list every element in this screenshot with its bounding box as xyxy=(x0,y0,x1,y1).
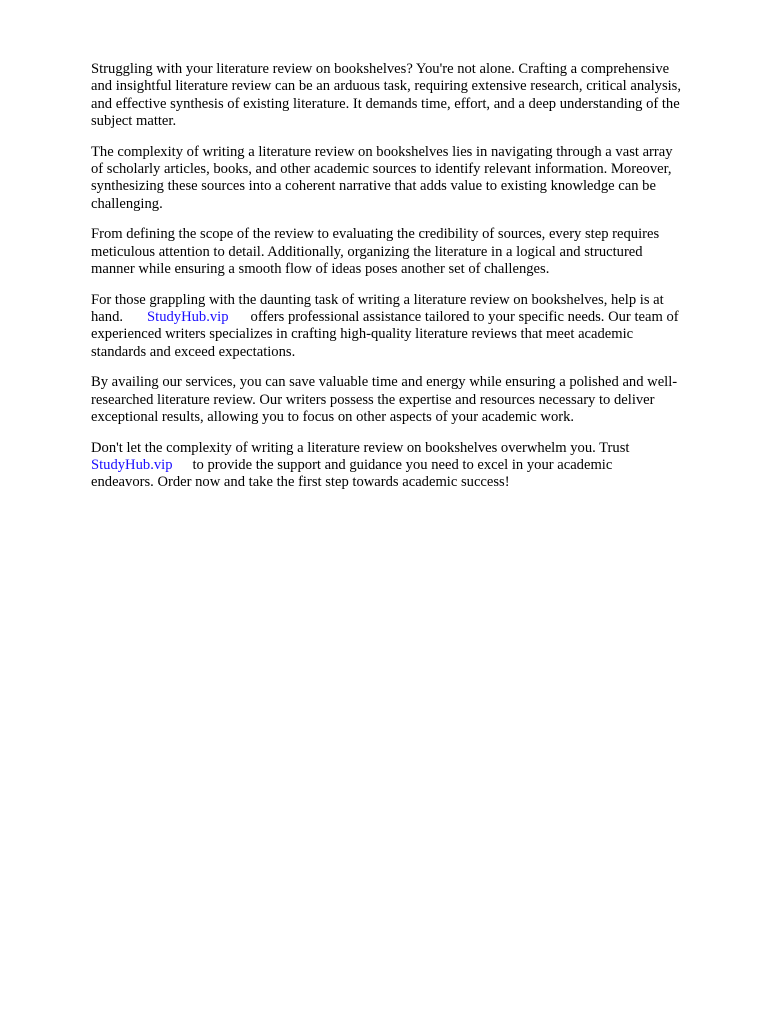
text-line: of scholarly articles, books, and other academic sources to identify relevant information. Moreover, xyxy=(91,160,672,177)
text-line: Don't let the complexity of writing a literature review on bookshelves overwhelm you. Trust xyxy=(91,439,630,456)
text-line: and insightful literature review can be an arduous task, requiring extensive research, critical analysis, xyxy=(91,78,682,95)
text-line: For those grappling with the daunting task of writing a literature review on bookshelves, help is at xyxy=(91,291,664,308)
text-line: From defining the scope of the review to evaluating the credibility of sources, every step requires xyxy=(91,226,660,243)
text-line: endeavors. Order now and take the first step towards academic success! xyxy=(91,474,510,491)
text-line-with-link xyxy=(91,457,721,474)
text-line: synthesizing these sources into a coherent narrative that adds value to existing knowledge can be xyxy=(91,178,656,195)
paragraph-services xyxy=(91,374,721,426)
paragraph-intro xyxy=(91,61,721,130)
studyhub-link[interactable]: StudyHub.vip xyxy=(91,457,173,474)
text-line: manner while ensuring a smooth flow of ideas poses another set of challenges. xyxy=(91,260,550,277)
text-line: meticulous attention to detail. Additionally, organizing the literature in a logical and structured xyxy=(91,243,643,260)
text-line: researched literature review. Our writers possess the expertise and resources necessary to deliver xyxy=(91,391,655,408)
text-fragment: to provide the support and guidance you need to excel in your academic xyxy=(192,457,613,474)
text-line: The complexity of writing a literature review on bookshelves lies in navigating through a vast array xyxy=(91,143,673,160)
paragraph-complexity xyxy=(91,144,721,213)
text-line-with-link xyxy=(91,309,721,326)
text-line: standards and exceed expectations. xyxy=(91,343,296,360)
studyhub-link[interactable]: StudyHub.vip xyxy=(147,309,229,326)
text-line: Struggling with your literature review on bookshelves? You're not alone. Crafting a comprehensive xyxy=(91,61,670,77)
text-fragment: hand. xyxy=(91,309,124,326)
paragraph-closing xyxy=(91,440,721,492)
text-fragment: offers professional assistance tailored to your specific needs. Our team of xyxy=(250,309,679,326)
text-line: exceptional results, allowing you to focus on other aspects of your academic work. xyxy=(91,409,575,426)
paragraph-scope xyxy=(91,226,721,278)
paragraph-help xyxy=(91,292,721,361)
document-body xyxy=(91,61,721,505)
text-line: challenging. xyxy=(91,195,163,212)
text-line: and effective synthesis of existing literature. It demands time, effort, and a deep understanding of the xyxy=(91,95,680,112)
text-line: By availing our services, you can save valuable time and energy while ensuring a polished and well- xyxy=(91,374,678,391)
text-line: subject matter. xyxy=(91,112,177,129)
text-line: experienced writers specializes in crafting high-quality literature reviews that meet academic xyxy=(91,326,634,343)
